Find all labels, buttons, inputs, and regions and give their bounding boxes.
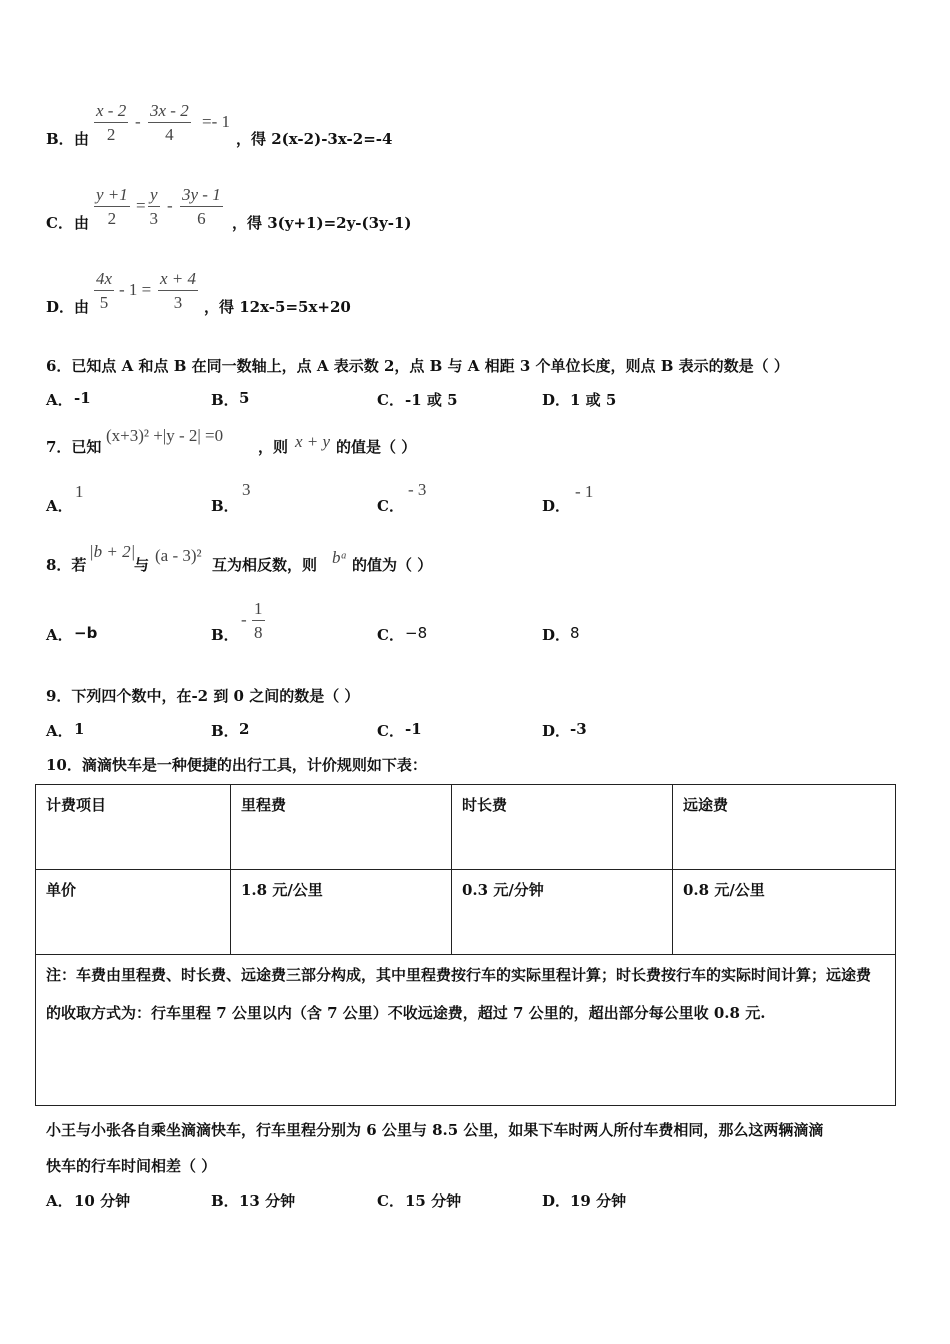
table-cell: 0.3 元/分钟 — [452, 870, 673, 955]
table-cell: 单价 — [36, 870, 231, 955]
table-cell: 1.8 元/公里 — [231, 870, 452, 955]
option-result: ，得 3(y+1)=2y-(3y-1) — [232, 214, 412, 232]
math-expression: bᵃ — [332, 548, 348, 567]
table-cell: 0.8 元/公里 — [673, 870, 896, 955]
fraction: $\frac{y}{3}$ — [149, 185, 159, 228]
question-stem-prefix: 7．已知 — [46, 438, 102, 456]
table-cell: 里程费 — [231, 785, 452, 870]
question-text-line2: 快车的行车时间相差（ ） — [46, 1157, 217, 1175]
fraction: $\frac{y +1}{2}$ — [96, 185, 128, 228]
math-expression: x + y — [295, 432, 331, 451]
fraction: $\frac{3x - 2}{4}$ — [150, 101, 189, 144]
option-label: B． — [46, 130, 74, 148]
option-result: ，得 2(x-2)-3x-2=-4 — [236, 130, 393, 148]
table-cell: 计费项目 — [36, 785, 231, 870]
question-stem: 6．已知点 A 和点 B 在同一数轴上，点 A 表示数 2，点 B 与 A 相距 3 个单位长度，则点 B 表示的数是（ ） — [46, 357, 789, 375]
math-operator: - — [135, 112, 141, 131]
question-stem: 10．滴滴快车是一种便捷的出行工具，计价规则如下表： — [46, 756, 427, 774]
fraction: $\frac{1}{8}$ — [254, 599, 263, 642]
option-text: 由 — [74, 214, 90, 232]
question-text-line1: 小王与小张各自乘坐滴滴快车，行车里程分别为 6 公里与 8.5 公里，如果下车时两人所付车费相同，那么这两辆滴滴 — [46, 1121, 824, 1139]
math-operator: = — [136, 196, 146, 215]
math-expression: (x+3)² +|y - 2| =0 — [106, 426, 224, 445]
table-note-row — [36, 955, 896, 1106]
question-stem-mid: 与 — [134, 556, 150, 574]
fraction: $\frac{3y - 1}{6}$ — [182, 185, 221, 228]
math-operator: - 1 = — [119, 280, 152, 299]
table-note: 注：车费由里程费、时长费、远途费三部分构成，其中里程费按行车的实际里程计算；时长费按行车的实际时间计算；远途费的收取方式为：行车里程 7 公里以内（含 7 公里）不收远途费，超过 7 公里的，超出部分每公里收 0.8 元. — [36, 955, 896, 1106]
option-label: D． — [46, 298, 75, 316]
question-stem-mid: 互为相反数，则 — [212, 556, 318, 574]
math-operator: - — [167, 196, 173, 215]
question-stem-mid: ，则 — [258, 438, 289, 456]
math-expression: |b + 2| — [89, 542, 136, 561]
question-stem-prefix: 8．若 — [46, 556, 87, 574]
option-result: ，得 12x-5=5x+20 — [204, 298, 351, 316]
table-row — [36, 870, 896, 955]
question-stem-suffix: 的值为（ ） — [352, 556, 433, 574]
math-rhs: =- 1 — [202, 112, 230, 131]
pricing-table — [35, 784, 896, 1106]
option-label: C． — [46, 214, 73, 232]
fraction: $\frac{x + 4}{3}$ — [160, 269, 197, 312]
fraction: $\frac{4x}{5}$ — [96, 269, 113, 312]
table-header-row — [36, 785, 896, 870]
question-stem-suffix: 的值是（ ） — [336, 438, 417, 456]
fraction: $\frac{x - 2}{2}$ — [96, 101, 127, 144]
option-text: 由 — [74, 298, 90, 316]
option-text: 由 — [74, 130, 90, 148]
math-expression: (a - 3)² — [155, 546, 202, 565]
question-stem: 9．下列四个数中，在-2 到 0 之间的数是（ ） — [46, 687, 360, 705]
table-cell: 远途费 — [673, 785, 896, 870]
table-cell: 时长费 — [452, 785, 673, 870]
